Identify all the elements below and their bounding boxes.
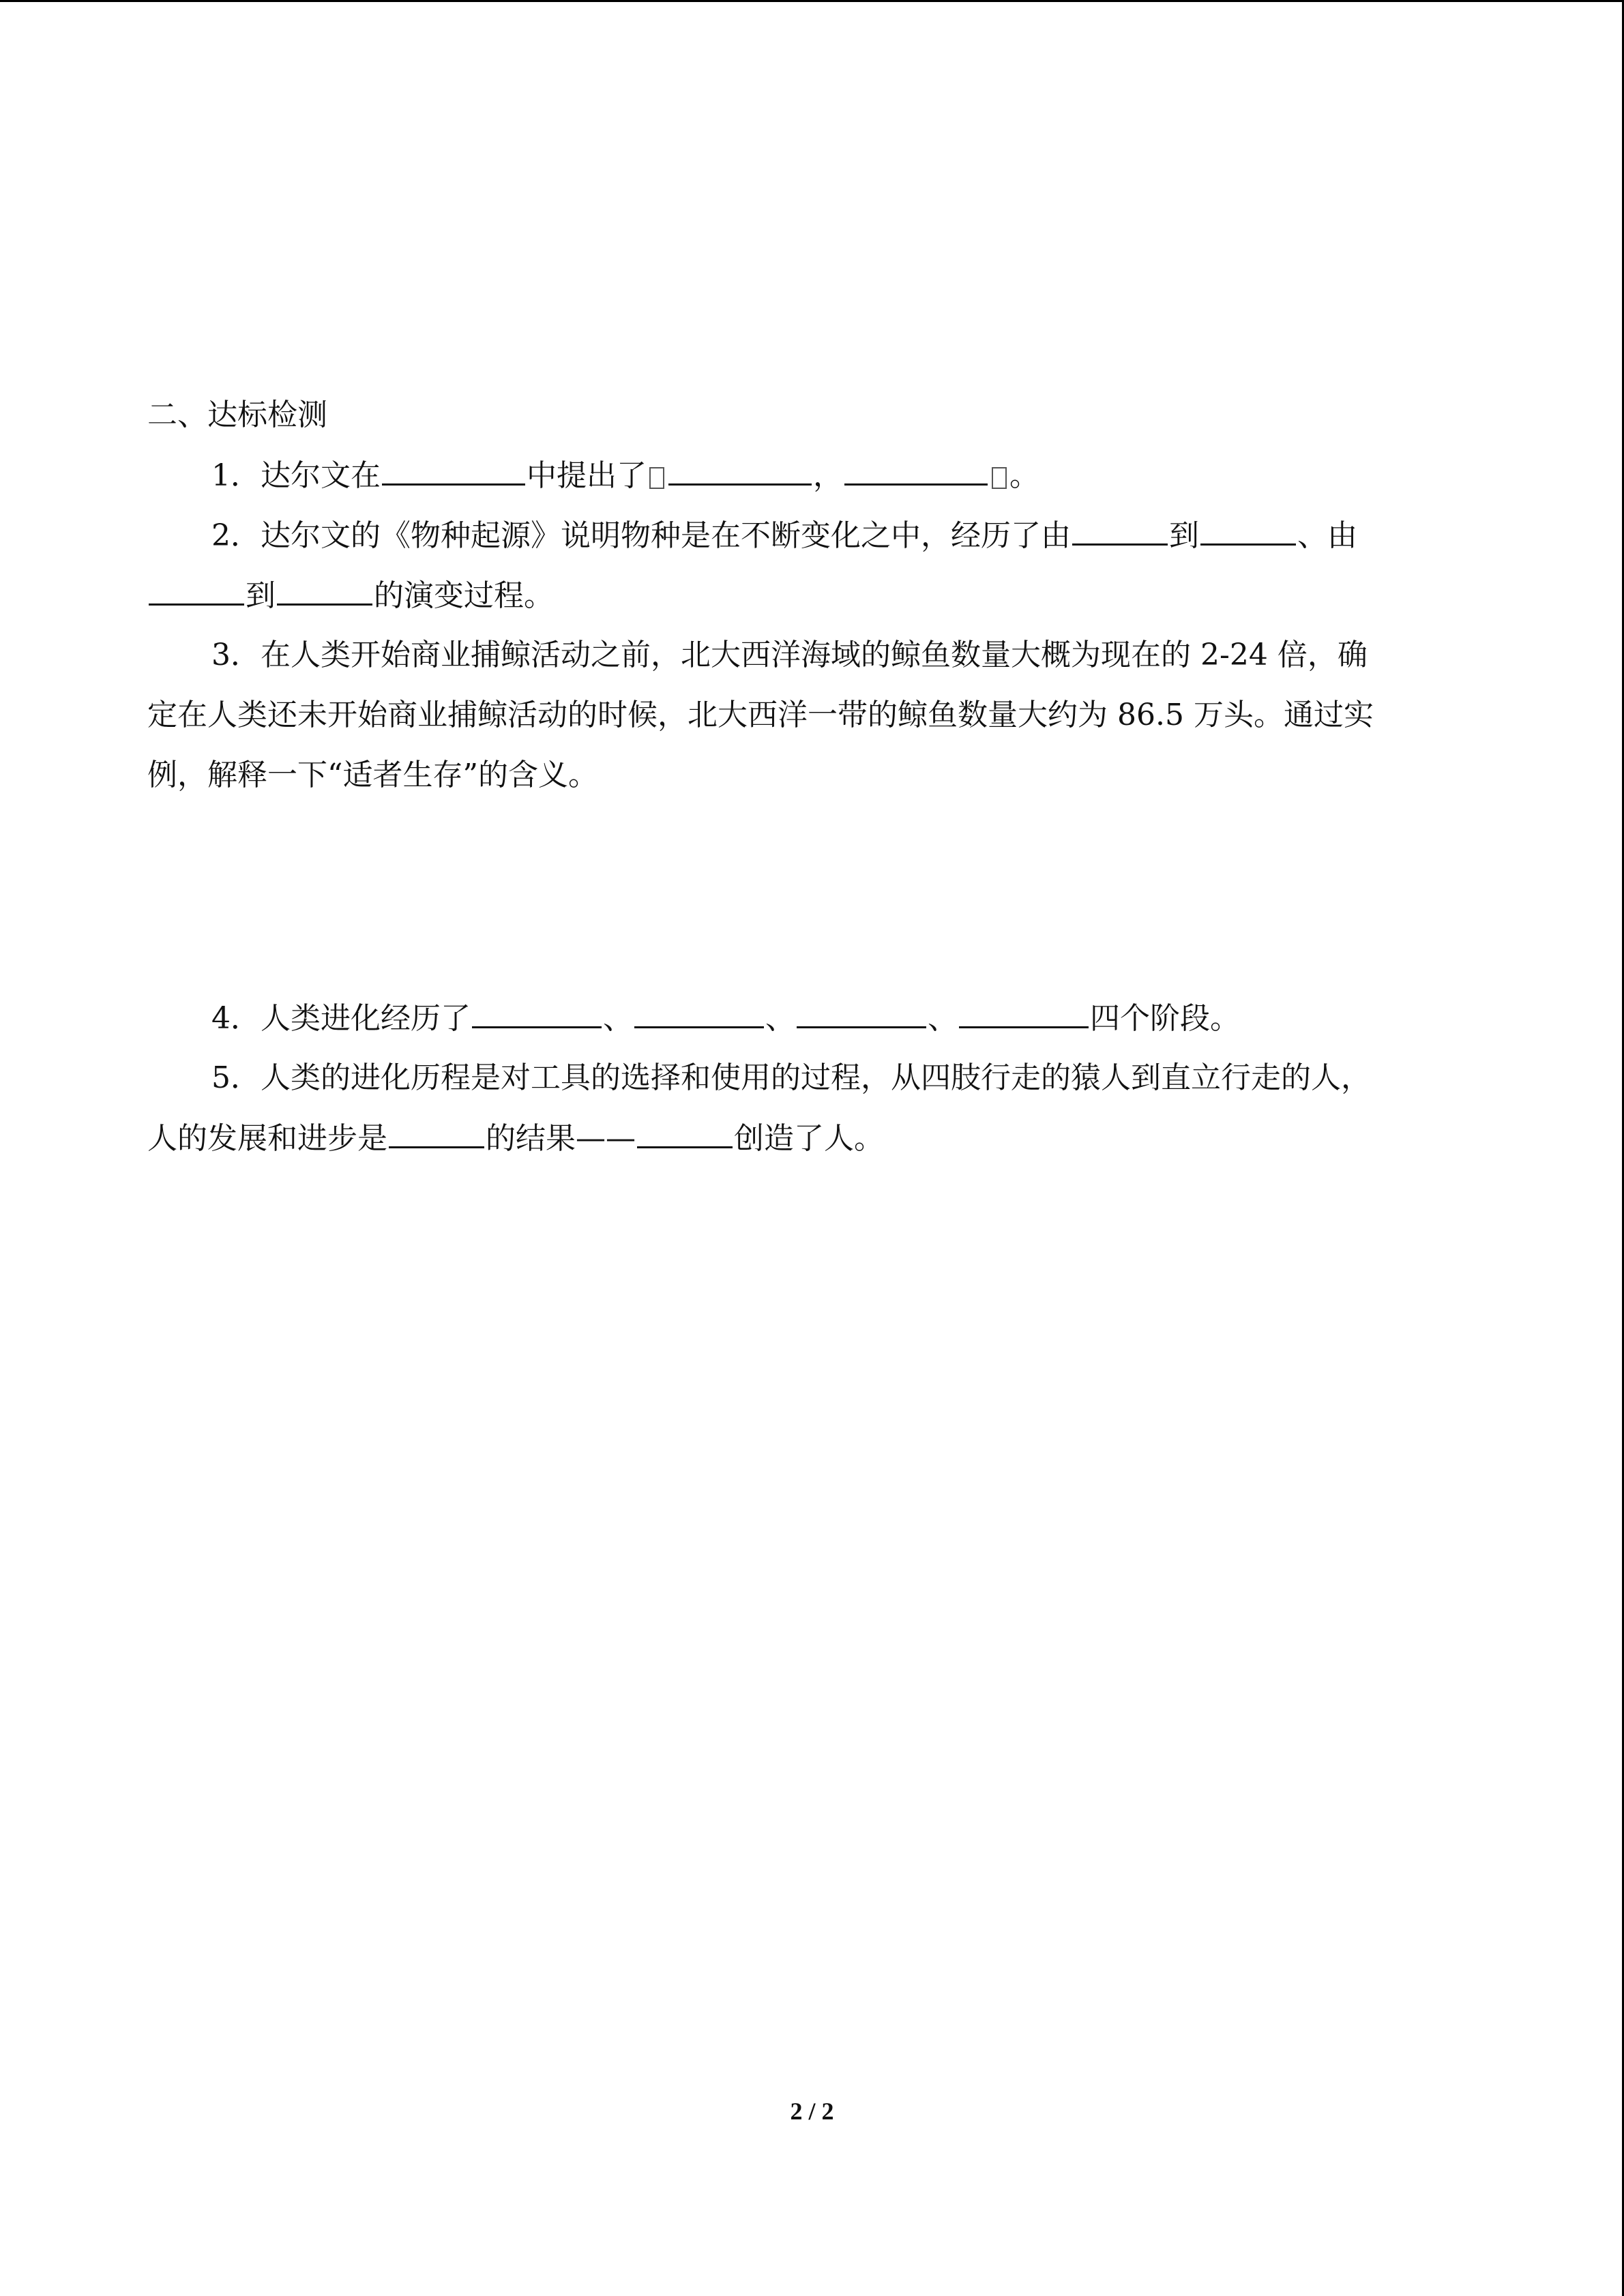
answer-blank[interactable] bbox=[389, 1108, 484, 1148]
question-text: ， bbox=[813, 458, 843, 493]
answer-blank[interactable] bbox=[844, 445, 988, 486]
separator: 、 bbox=[603, 1001, 633, 1036]
worksheet-content bbox=[147, 385, 1477, 1168]
question-4 bbox=[147, 988, 1477, 1048]
answer-blank[interactable] bbox=[637, 1108, 733, 1148]
section-heading: 二、达标检测 bbox=[147, 398, 327, 432]
question-text: 到 bbox=[246, 578, 276, 613]
separator: 、 bbox=[928, 1001, 958, 1036]
question-number: 4． bbox=[211, 1001, 261, 1036]
page-top-border bbox=[0, 0, 1624, 2]
answer-blank[interactable] bbox=[382, 445, 525, 486]
question-number: 3． bbox=[211, 638, 261, 672]
question-text: 的结果—— bbox=[486, 1121, 636, 1156]
question-text: 四个阶段。 bbox=[1090, 1001, 1240, 1036]
question-text: 达尔文在 bbox=[261, 458, 381, 493]
question-1 bbox=[147, 445, 1477, 505]
question-text: 创造了人。 bbox=[734, 1121, 884, 1156]
question-text: 的演变过程。 bbox=[374, 578, 554, 613]
answer-blank[interactable] bbox=[797, 988, 926, 1028]
answer-blank[interactable] bbox=[668, 445, 812, 486]
answer-blank[interactable] bbox=[634, 988, 764, 1028]
placeholder-box-icon bbox=[992, 467, 1007, 489]
answer-blank[interactable] bbox=[1200, 505, 1296, 546]
placeholder-box-icon bbox=[649, 467, 664, 489]
question-2 bbox=[147, 505, 1477, 565]
question-3 bbox=[147, 625, 1477, 685]
question-3-continued: 例，解释一下“适者生存”的含义。 bbox=[147, 758, 598, 792]
question-text: 到 bbox=[1169, 518, 1199, 553]
answer-blank[interactable] bbox=[149, 565, 244, 606]
answer-blank[interactable] bbox=[1072, 505, 1168, 546]
page-number: 2 / 2 bbox=[790, 2098, 834, 2125]
question-2-continued bbox=[147, 565, 1477, 625]
answer-blank[interactable] bbox=[277, 565, 372, 606]
question-number: 2． bbox=[211, 518, 261, 553]
question-5-continued bbox=[147, 1108, 1477, 1168]
question-text: 、由 bbox=[1297, 518, 1357, 553]
answer-space[interactable] bbox=[147, 805, 1477, 988]
question-number: 5． bbox=[211, 1060, 261, 1095]
question-text: 人的发展和进步是 bbox=[147, 1121, 387, 1156]
question-text: 人类进化经历了 bbox=[261, 1001, 471, 1036]
answer-blank[interactable] bbox=[959, 988, 1089, 1028]
question-text: 达尔文的《物种起源》说明物种是在不断变化之中，经历了由 bbox=[261, 518, 1071, 553]
question-text: 人类的进化历程是对工具的选择和使用的过程，从四肢行走的猿人到直立行走的人， bbox=[261, 1060, 1371, 1095]
question-3-continued: 定在人类还未开始商业捕鲸活动的时候，北大西洋一带的鲸鱼数量大约为 86.5 万头。通过实 bbox=[147, 698, 1374, 732]
question-text: 在人类开始商业捕鲸活动之前，北大西洋海域的鲸鱼数量大概为现在的 2-24 倍，确 bbox=[261, 638, 1368, 672]
answer-blank[interactable] bbox=[472, 988, 602, 1028]
question-text: 中提出了 bbox=[527, 458, 647, 493]
question-text: 。 bbox=[1009, 458, 1039, 493]
separator: 、 bbox=[765, 1001, 795, 1036]
question-5 bbox=[147, 1048, 1477, 1108]
question-number: 1． bbox=[211, 458, 261, 493]
